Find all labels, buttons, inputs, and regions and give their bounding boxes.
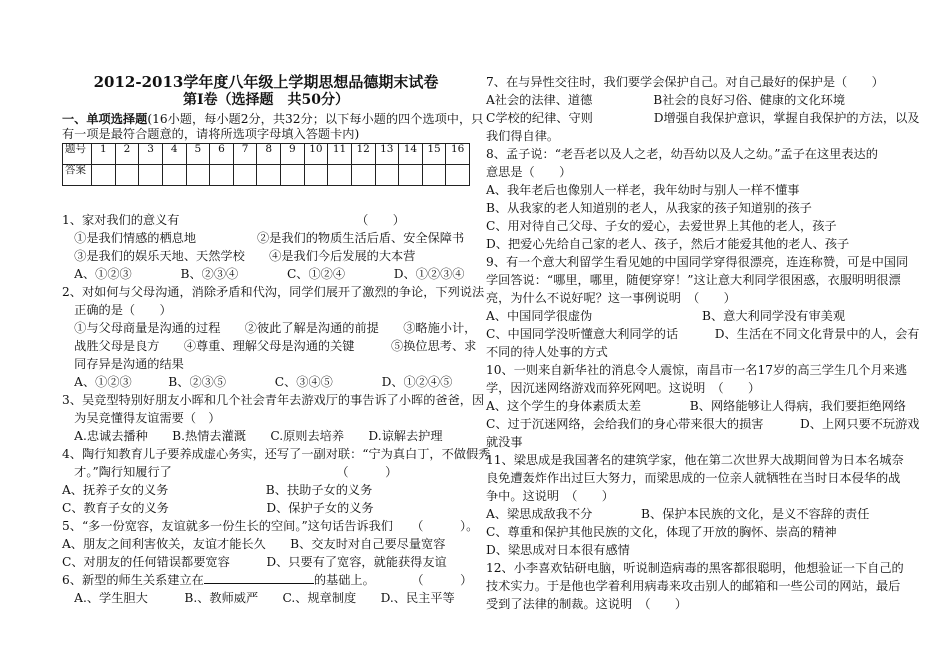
question-number-cell: 6 [210, 144, 234, 165]
question-line: C、过于沉迷网络，会给我们的身心带来很大的损害 D、上网只要不玩游戏 [486, 417, 920, 431]
q6-after: 的基础上。 （ ） [313, 573, 473, 587]
question-line: 8、孟子说：“老吾老以及人之老，幼吾幼以及人之幼。”孟子在这里表达的 [486, 147, 878, 161]
exam-title: 2012-2013学年度八年级上学期思想品德期末试卷 [93, 73, 439, 91]
question-number-cell: 4 [162, 144, 186, 165]
answer-cell[interactable] [281, 165, 305, 186]
question-line: 战胜父母是良方 ④尊重、理解父母是沟通的关键 ⑤换位思考、求 [62, 339, 477, 353]
question-number-cell: 7 [233, 144, 257, 165]
question-line: ①与父母商量是沟通的过程 ②彼此了解是沟通的前提 ③略施小计， [62, 321, 477, 335]
question-line: 受到了法律的制裁。这说明 （ ） [486, 597, 688, 611]
answer-cell[interactable] [233, 165, 257, 186]
question-number-cell: 2 [115, 144, 139, 165]
answer-cell[interactable] [115, 165, 139, 186]
question-line: 亮，为什么不说好呢？这一事例说明 （ ） [486, 291, 736, 305]
section-label: 一、单项选择题 [62, 112, 148, 126]
answer-cell[interactable] [257, 165, 281, 186]
question-number-cell: 16 [446, 144, 470, 165]
question-line: B、从我家的老人知道别的老人，从我家的孩子知道别的孩子 [486, 201, 812, 215]
question-line: A、中国同学很虚伪 B、意大利同学没有审美观 [486, 309, 846, 323]
answer-cell[interactable] [446, 165, 470, 186]
answer-cell[interactable] [92, 165, 116, 186]
section-desc-1: (16小题，每小题2分，共32分；以下每小题的四个选项中，只 [147, 112, 484, 126]
question-line: A、梁思成敌我不分 B、保护本民族的文化，是义不容辞的责任 [486, 507, 870, 521]
question-line: 5、“多一份宽容，友谊就多一份生长的空间。”这句话告诉我们 （ ）。 [62, 519, 479, 533]
question-number-cell: 8 [257, 144, 281, 165]
question-line: 同存异是沟通的结果 [62, 357, 184, 371]
question-line: A、抚养子女的义务 B、扶助子女的义务 [62, 483, 373, 497]
question-line: 2、对如何与父母沟通，消除矛盾和代沟，同学们展开了激烈的争论，下列说法 [62, 285, 485, 299]
question-line: A、①②③ B、②③④ C、①②④ D、①②③④ [62, 267, 465, 281]
answer-table-answer-row [63, 165, 470, 186]
question-line: 良免遭轰炸作出过巨大努力，而梁思成的一位亲人就牺牲在当时日本侵华的战 [486, 471, 901, 485]
question-line: 为吴竞懂得友谊需要（ ） [62, 411, 221, 425]
answer-cell[interactable] [162, 165, 186, 186]
question-line: 学回答说：“哪里，哪里，随便穿穿！”这让意大利同学很困惑，衣服明明很漂 [486, 273, 901, 287]
answer-cell[interactable] [375, 165, 399, 186]
answer-cell[interactable] [422, 165, 446, 186]
question-line: 学，因沉迷网络游戏而猝死网吧。这说明 （ ） [486, 381, 761, 395]
question-line: 不同的待人处事的方式 [486, 345, 608, 359]
answer-table-row2-label: 答案 [63, 165, 92, 186]
answer-cell[interactable] [328, 165, 352, 186]
question-line: 9、有一个意大利留学生看见她的中国同学穿得很漂亮，连连称赞，可是中国同 [486, 255, 909, 269]
answer-table-row1-label: 题号 [63, 144, 92, 165]
q6-before: 6、新型的师生关系建立在 [62, 573, 204, 587]
question-number-cell: 5 [186, 144, 210, 165]
question-line: 1、家对我们的意义有 （ ） [62, 213, 405, 227]
answer-cell[interactable] [399, 165, 423, 186]
question-number-cell: 1 [92, 144, 116, 165]
question-line: D、梁思成对日本很有感情 [486, 543, 630, 557]
answer-cell[interactable] [304, 165, 328, 186]
question-number-cell: 10 [304, 144, 328, 165]
question-line: A、这个学生的身体素质太差 B、网络能够让人得病，我们要拒绝网络 [486, 399, 906, 413]
question-number-cell: 14 [399, 144, 423, 165]
answer-sheet-table [62, 143, 470, 186]
question-line: 争中。这说明 （ ） [486, 489, 614, 503]
question-6-options: A.、学生胆大 B.、教师威严 C.、规章制度 D.、民主平等 [62, 591, 455, 605]
question-line: 12、小李喜欢钻研电脑，听说制造病毒的黑客都很聪明，他想验证一下自己的 [486, 561, 904, 575]
question-number-cell: 9 [281, 144, 305, 165]
question-line: A社会的法律、道德 B社会的良好习俗、健康的文化环境 [486, 93, 846, 107]
question-number-cell: 15 [422, 144, 446, 165]
question-line: 才。”陶行知履行了 （ ） [62, 465, 398, 479]
answer-cell[interactable] [139, 165, 163, 186]
question-line: C、对朋友的任何错误都要宽容 D、只要有了宽容，就能获得友谊 [62, 555, 447, 569]
question-line: C学校的纪律、守则 D增强自我保护意识，掌握自我保护的方法，以及 [486, 111, 920, 125]
answer-table-number-row [63, 144, 470, 165]
answer-cell[interactable] [210, 165, 234, 186]
question-line: 10、一则来自新华社的消息令人震惊，南昌市一名17岁的高三学生几个月来逃 [486, 363, 908, 377]
question-line: ①是我们情感的栖息地 ②是我们的物质生活后盾、安全保障书 [62, 231, 465, 245]
question-line: C、用对待自己父母、子女的爱心，去爱世界上其他的老人，孩子 [486, 219, 837, 233]
section-desc-2: 有一项是最符合题意的，请将所选项字母填入答题卡内) [62, 127, 360, 141]
question-number-cell: 12 [351, 144, 375, 165]
question-line: ③是我们的娱乐天地、天然学校 ④是我们今后发展的大本营 [62, 249, 416, 263]
question-line: D、把爱心先给自己家的老人、孩子，然后才能爱其他的老人、孩子 [486, 237, 850, 251]
question-line: 我们得自律。 [486, 129, 560, 143]
question-number-cell: 13 [375, 144, 399, 165]
q6-blank[interactable] [204, 572, 314, 584]
answer-cell[interactable] [351, 165, 375, 186]
question-line: 11、梁思成是我国著名的建筑学家，他在第二次世界大战期间曾为日本名城奈 [486, 453, 904, 467]
question-line: A、①②③ B、②③⑤ C、③④⑤ D、①②④⑤ [62, 375, 453, 389]
question-line: A.忠诚去播种 B.热情去灌溉 C.原则去培养 D.谅解去护理 [62, 429, 443, 443]
question-line: 3、吴竞型特别好朋友小晖和几个社会青年去游戏厅的事告诉了小晖的爸爸，因 [62, 393, 485, 407]
question-line: C、尊重和保护其他民族的文化，体现了开放的胸怀、崇高的精神 [486, 525, 837, 539]
question-line: 7、在与异性交往时，我们要学会保护自己。对自己最好的保护是（ ） [486, 75, 884, 89]
question-line: 4、陶行知教育儿子要养成虚心务实，还写了一副对联：“宁为真白丁，不做假秀 [62, 447, 491, 461]
question-line: C、教育子女的义务 D、保护子女的义务 [62, 501, 374, 515]
question-line: A、朋友之间利害攸关，友谊才能长久 B、交友时对自己要尽量宽容 [62, 537, 446, 551]
exam-subtitle: 第Ⅰ卷（选择题 共50分） [182, 92, 350, 108]
question-line: 意思是（ ） [486, 165, 572, 179]
question-6-stem [62, 572, 472, 589]
question-line: 正确的是（ ） [62, 303, 172, 317]
question-line: 就没事 [486, 435, 523, 449]
answer-cell[interactable] [186, 165, 210, 186]
question-line: A、我年老后也像别人一样老，我年幼时与别人一样不懂事 [486, 183, 800, 197]
question-line: 技术实力。于是他也学着利用病毒来攻击别人的邮箱和一些公司的网站，最后 [486, 579, 901, 593]
question-number-cell: 3 [139, 144, 163, 165]
question-number-cell: 11 [328, 144, 352, 165]
question-line: C、中国同学没听懂意大利同学的话 D、生活在不同文化背景中的人，会有 [486, 327, 920, 341]
